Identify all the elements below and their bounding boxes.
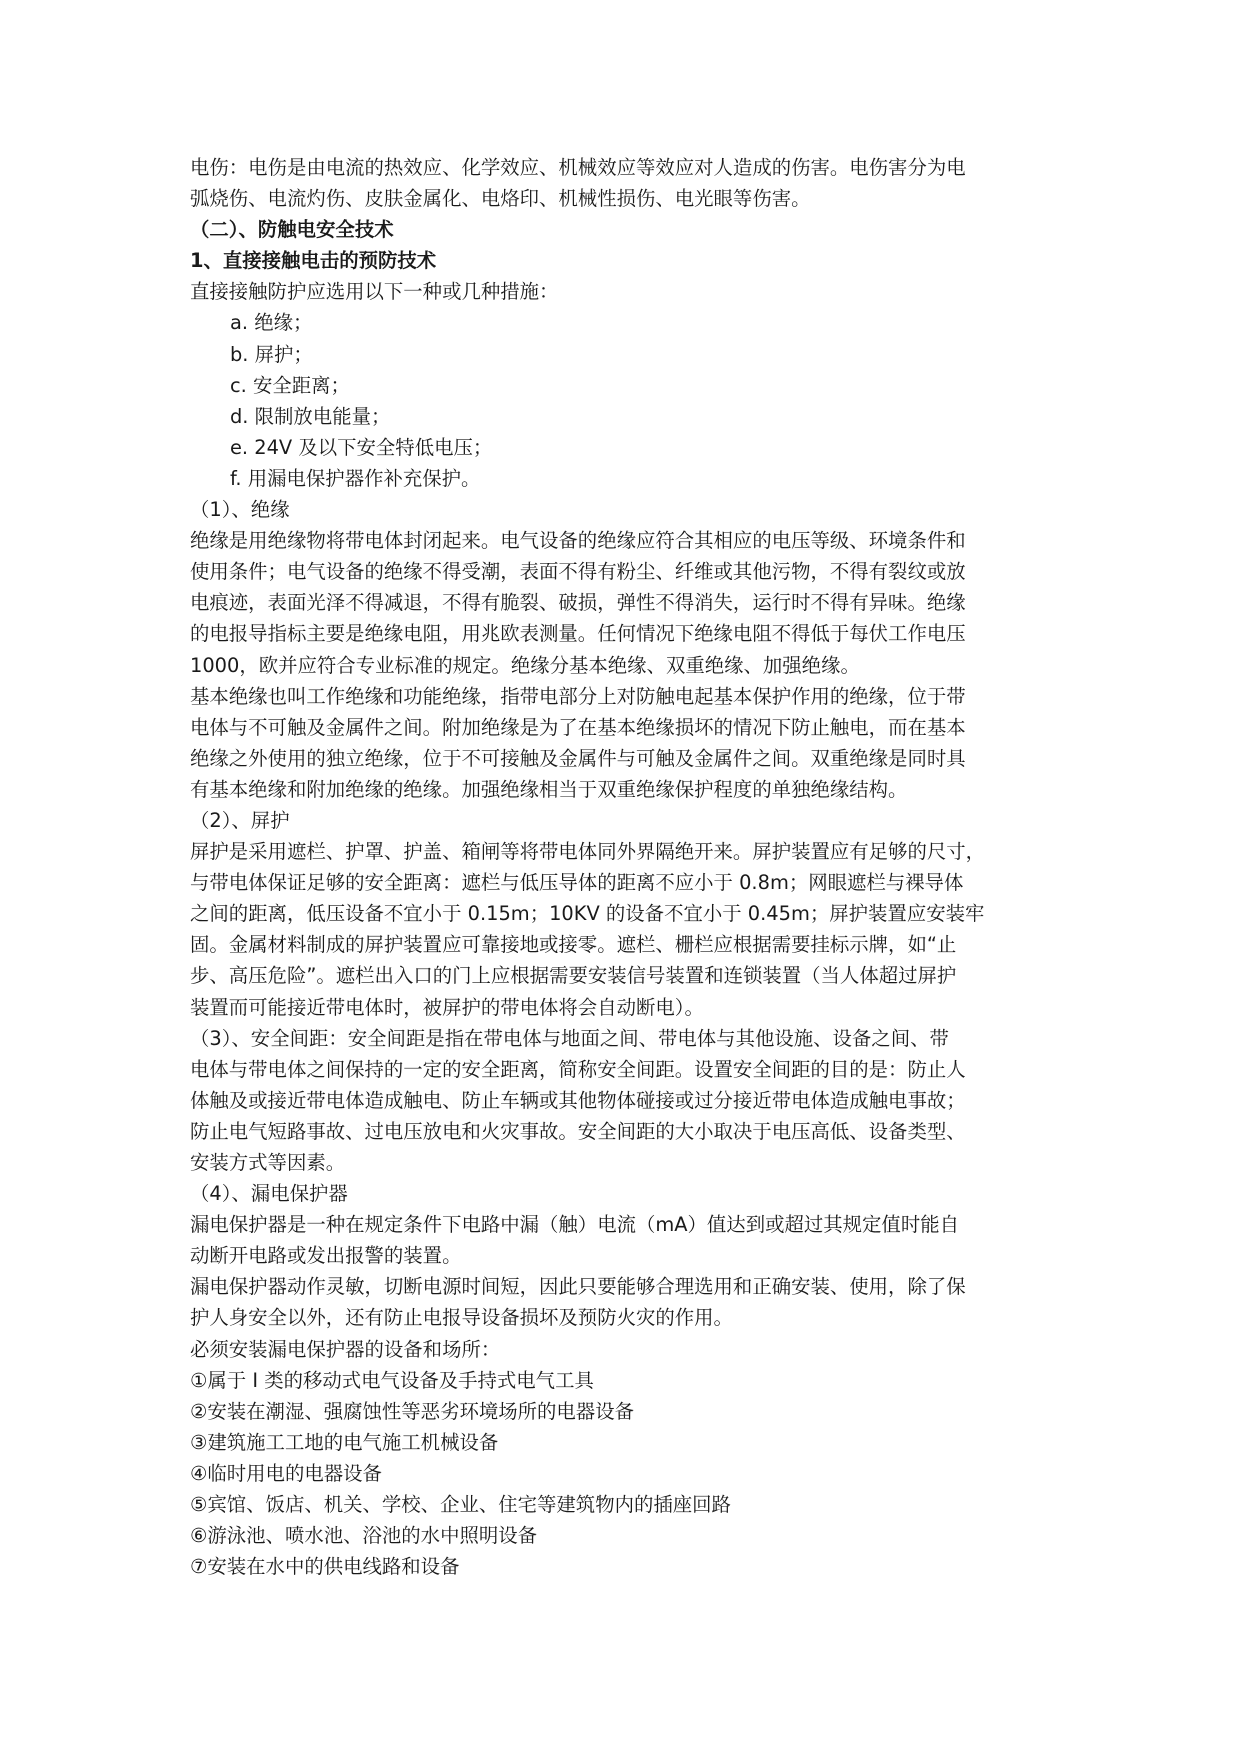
list-item: a. 绝缘； bbox=[230, 311, 313, 335]
text-line: 基本绝缘也叫工作绝缘和功能绝缘，指带电部分上对防触电起基本保护作用的绝缘，位于带 bbox=[190, 684, 966, 708]
list-item: c. 安全距离； bbox=[230, 373, 350, 397]
list-item: d. 限制放电能量； bbox=[230, 404, 391, 428]
text-line: 直接接触防护应选用以下一种或几种措施： bbox=[190, 280, 559, 304]
list-item: b. 屏护； bbox=[230, 342, 313, 366]
text-line: 漏电保护器动作灵敏，切断电源时间短，因此只要能够合理选用和正确安装、使用，除了保 bbox=[190, 1275, 966, 1299]
text-line: 步、高压危险”。遮栏出入口的门上应根据需要安装信号装置和连锁装置（当人体超过屏护 bbox=[190, 964, 957, 988]
text-line: 电体与不可触及金属件之间。附加绝缘是为了在基本绝缘损坏的情况下防止触电，而在基本 bbox=[190, 715, 966, 739]
section-heading: （二）、防触电安全技术 bbox=[190, 218, 394, 242]
text-line: 安装方式等因素。 bbox=[190, 1151, 346, 1174]
text-line: 与带电体保证足够的安全距离：遮栏与低压导体的距离不应小于 0.8m；网眼遮栏与裸导体 bbox=[190, 871, 964, 895]
text-line: ②安装在潮湿、强腐蚀性等恶劣环境场所的电器设备 bbox=[190, 1399, 634, 1423]
text-line: 电伤：电伤是由电流的热效应、化学效应、机械效应等效应对人造成的伤害。电伤害分为电 bbox=[190, 156, 966, 179]
text-line: 1000，欧并应符合专业标准的规定。绝缘分基本绝缘、双重绝缘、加强绝缘。 bbox=[190, 653, 860, 677]
text-line: 的电报导指标主要是绝缘电阻，用兆欧表测量。任何情况下绝缘电阻不得低于每伏工作电压 bbox=[190, 622, 966, 646]
text-line: ⑥游泳池、喷水池、浴池的水中照明设备 bbox=[190, 1524, 538, 1548]
document-body bbox=[190, 152, 1060, 1582]
text-line: ③建筑施工工地的电气施工机械设备 bbox=[190, 1430, 499, 1454]
text-line: 动断开电路或发出报警的装置。 bbox=[190, 1244, 462, 1268]
text-line: 装置而可能接近带电体时，被屏护的带电体将会自动断电）。 bbox=[190, 995, 704, 1019]
text-line: 必须安装漏电保护器的设备和场所： bbox=[190, 1337, 501, 1361]
text-line: 之间的距离，低压设备不宜小于 0.15m；10KV 的设备不宜小于 0.45m；屏护装置应安装牢 bbox=[190, 902, 985, 926]
text-line: ⑤宾馆、饭店、机关、学校、企业、住宅等建筑物内的插座回路 bbox=[190, 1493, 731, 1517]
text-line: 电痕迹，表面光泽不得减退，不得有脆裂、破损，弹性不得消失，运行时不得有异味。绝缘 bbox=[190, 591, 966, 615]
text-line: 电体与带电体之间保持的一定的安全距离，简称安全间距。设置安全间距的目的是：防止人 bbox=[190, 1057, 966, 1081]
text-line: 屏护是采用遮栏、护罩、护盖、箱闸等将带电体同外界隔绝开来。屏护装置应有足够的尺寸， bbox=[190, 840, 986, 864]
text-line: （2）、屏护 bbox=[190, 808, 290, 832]
text-line: 漏电保护器是一种在规定条件下电路中漏（触）电流（mA）值达到或超过其规定值时能自 bbox=[190, 1213, 959, 1237]
list-item: f. 用漏电保护器作补充保护。 bbox=[230, 466, 481, 490]
list-item: e. 24V 及以下安全特低电压； bbox=[230, 435, 493, 459]
text-line: 护人身安全以外，还有防止电报导设备损坏及预防火灾的作用。 bbox=[190, 1306, 733, 1330]
text-line: ①属于 I 类的移动式电气设备及手持式电气工具 bbox=[190, 1368, 594, 1392]
text-line: 防止电气短路事故、过电压放电和火灾事故。安全间距的大小取决于电压高低、设备类型、 bbox=[190, 1119, 966, 1143]
section-heading: 1、直接接触电击的预防技术 bbox=[190, 249, 437, 273]
text-line: 使用条件；电气设备的绝缘不得受潮，表面不得有粉尘、纤维或其他污物，不得有裂纹或放 bbox=[190, 560, 966, 584]
text-line: 固。金属材料制成的屏护装置应可靠接地或接零。遮栏、栅栏应根据需要挂标示牌，如“止 bbox=[190, 933, 957, 957]
text-line: （1）、绝缘 bbox=[190, 498, 290, 522]
text-line: 弧烧伤、电流灼伤、皮肤金属化、电烙印、机械性损伤、电光眼等伤害。 bbox=[190, 187, 811, 211]
text-line: 绝缘是用绝缘物将带电体封闭起来。电气设备的绝缘应符合其相应的电压等级、环境条件和 bbox=[190, 529, 966, 553]
text-line: ④临时用电的电器设备 bbox=[190, 1461, 382, 1485]
text-line: ⑦安装在水中的供电线路和设备 bbox=[190, 1555, 460, 1579]
text-line: 有基本绝缘和附加绝缘的绝缘。加强绝缘相当于双重绝缘保护程度的单独绝缘结构。 bbox=[190, 777, 908, 801]
text-line: 体触及或接近带电体造成触电、防止车辆或其他物体碰接或过分接近带电体造成触电事故； bbox=[190, 1088, 966, 1112]
text-line: （4）、漏电保护器 bbox=[190, 1182, 348, 1206]
text-line: （3）、安全间距：安全间距是指在带电体与地面之间、带电体与其他设施、设备之间、带 bbox=[190, 1026, 949, 1050]
text-line: 绝缘之外使用的独立绝缘，位于不可接触及金属件与可触及金属件之间。双重绝缘是同时具 bbox=[190, 746, 966, 770]
